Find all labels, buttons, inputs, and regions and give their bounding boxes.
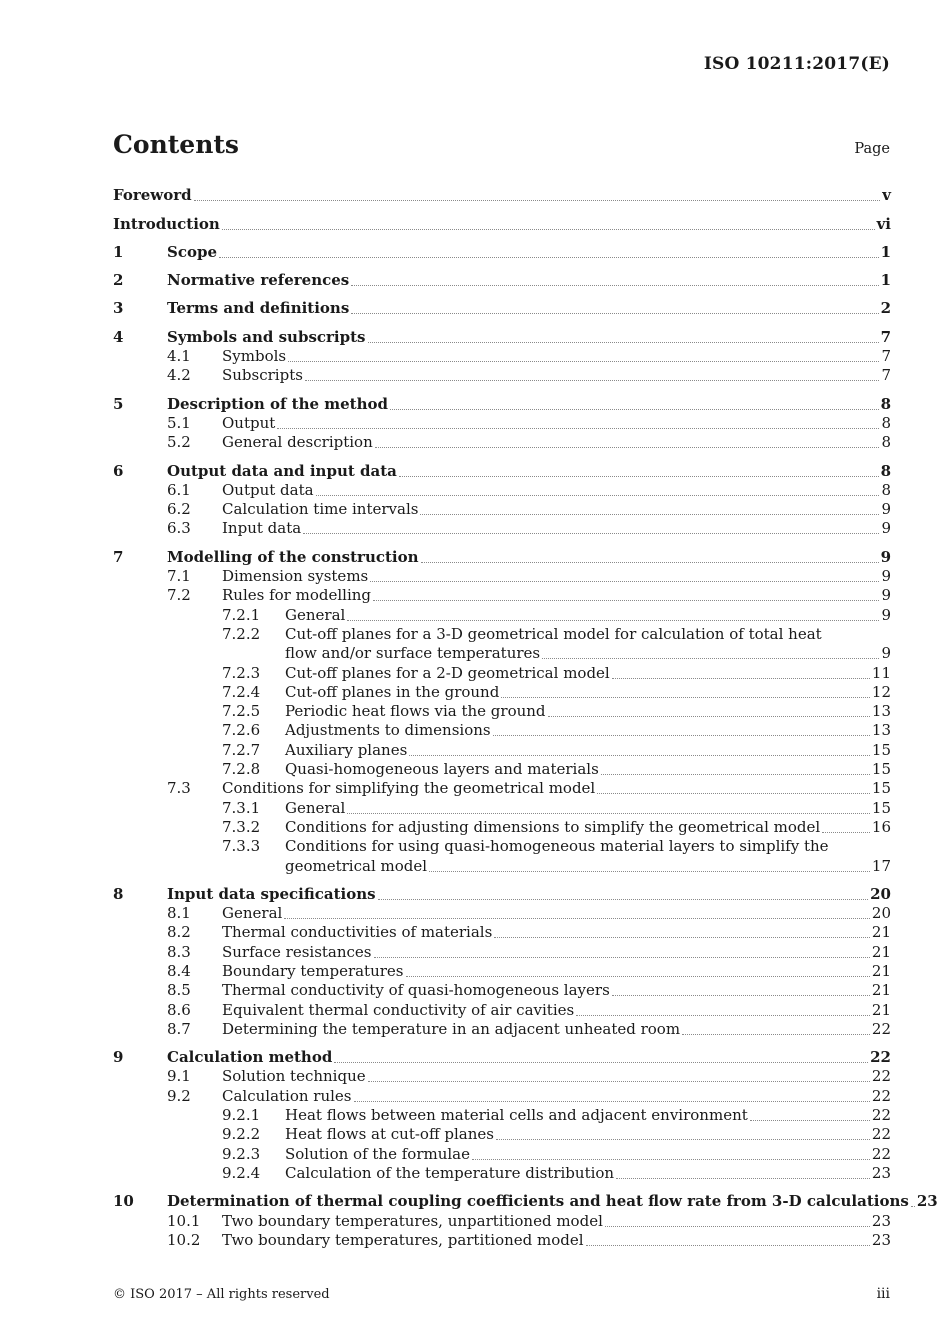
footer-page-number: iii [876,1286,890,1302]
toc-entry-number: 7.2.8 [222,760,261,779]
toc-entry-number: 8.3 [167,942,191,961]
toc-entry-number: 5 [113,394,124,413]
toc-entry[interactable] [113,1192,938,1211]
toc-entry-page: 21 [871,923,891,942]
toc-entry-number: 8.6 [167,1000,191,1019]
toc-entry[interactable] [113,605,891,624]
toc-entry[interactable] [113,779,891,798]
toc-entry-page: 8 [881,480,891,499]
toc-entry-number: 7.2.6 [222,721,261,740]
page-title: Contents [113,130,240,159]
toc-entry-number: 8.7 [167,1019,191,1038]
toc-entry-title: Output data [222,480,314,499]
toc-entry-number: 7.3.1 [222,798,261,817]
toc-entry-title: Symbols [222,347,287,366]
toc-entry-number: 7.2.1 [222,605,261,624]
toc-entry-number: 5.2 [167,433,191,452]
toc-entry[interactable] [113,663,891,682]
toc-entry-title: Thermal conductivity of quasi-homogeneous layers [222,981,610,1000]
toc-dot-leader [612,994,870,996]
toc-entry-title: General [285,605,346,624]
toc-entry[interactable] [113,414,891,433]
toc-entry-number: 9.2.2 [222,1125,261,1144]
toc-dot-leader [284,917,870,919]
toc-dot-leader [586,1244,870,1246]
toc-entry[interactable] [113,740,891,759]
toc-entry-page: 9 [881,586,891,605]
toc-entry-page: 22 [870,1048,891,1067]
toc-entry-page: 15 [871,798,891,817]
toc-dot-leader [334,1061,868,1063]
toc-dot-leader [351,284,878,286]
toc-dot-leader [368,1080,870,1082]
toc-entry-number: 8 [113,884,124,903]
toc-dot-leader [421,561,879,563]
toc-entry-number: 4 [113,327,124,346]
toc-entry-continuation[interactable] [113,856,891,875]
toc-entry-title: General description [222,433,373,452]
toc-dot-leader [420,513,879,515]
toc-entry[interactable] [113,186,891,205]
toc-dot-leader [303,532,879,534]
toc-entry[interactable] [113,1231,891,1250]
toc-entry-title: Description of the method [167,394,389,413]
toc-entry-page: 7 [881,347,891,366]
toc-dot-leader [601,773,870,775]
toc-entry-page: 1 [880,271,891,290]
toc-entry-number: 7.3.3 [222,837,261,856]
toc-dot-leader [347,812,870,814]
toc-entry-title: Surface resistances [222,942,372,961]
toc-dot-leader [305,379,880,381]
toc-entry-number: 7.2.4 [222,682,261,701]
toc-entry[interactable] [113,481,891,500]
toc-entry-page: 2 [880,299,891,318]
toc-entry[interactable] [113,547,891,566]
toc-entry-title: Normative references [167,271,350,290]
toc-entry-number: 4.2 [167,366,191,385]
toc-entry-title: Calculation time intervals [222,500,419,519]
toc-dot-leader [347,619,879,621]
toc-dot-leader [219,256,879,258]
toc-entry-page: 9 [880,547,891,566]
toc-dot-leader [911,1205,915,1207]
toc-entry[interactable] [113,214,891,233]
toc-entry-page: 9 [881,519,891,538]
toc-entry[interactable] [113,625,891,644]
toc-entry-number: 9.1 [167,1067,191,1086]
toc-dot-leader [373,599,879,601]
toc-entry-number: 7.3.2 [222,817,261,836]
toc-entry-title: Determination of thermal coupling coefficients and heat flow rate from 3-D calculations [167,1192,909,1211]
toc-entry-page: 13 [871,721,891,740]
toc-entry[interactable] [113,567,891,586]
toc-entry-title: Symbols and subscripts [167,327,366,346]
toc-entry-number: 9.2.3 [222,1144,261,1163]
toc-dot-leader [605,1225,870,1227]
toc-entry[interactable] [113,837,891,856]
toc-entry-title: Periodic heat flows via the ground [285,702,546,721]
contents-title-row [113,130,890,164]
toc-entry-page: 22 [871,1067,891,1086]
toc-entry-title: Terms and definitions [167,299,350,318]
toc-entry-number: 7.2 [167,586,191,605]
toc-entry-page: 21 [871,981,891,1000]
toc-entry[interactable] [113,1211,891,1230]
toc-entry[interactable] [113,461,891,480]
toc-entry-page: 15 [871,740,891,759]
toc-entry-page: 23 [916,1192,938,1211]
toc-dot-leader [378,898,869,900]
toc-entry[interactable] [113,1020,891,1039]
toc-dot-leader [597,792,870,794]
toc-entry-page: 16 [871,817,891,836]
toc-dot-leader [370,580,879,582]
toc-entry[interactable] [113,1067,891,1086]
toc-entry[interactable] [113,243,891,262]
toc-entry-number: 9.2 [167,1086,191,1105]
toc-entry-number: 6.2 [167,500,191,519]
toc-entry-page: 22 [871,1019,891,1038]
toc-entry-title: geometrical model [285,856,428,875]
toc-dot-leader [399,475,879,477]
toc-entry-number: 9 [113,1048,124,1067]
toc-dot-leader [548,715,870,717]
toc-entry[interactable] [113,798,891,817]
toc-entry[interactable] [113,683,891,702]
toc-dot-leader [494,936,870,938]
toc-entry-number: 10.2 [167,1230,201,1249]
toc-entry-page: 21 [871,1000,891,1019]
toc-entry[interactable] [113,1048,891,1067]
toc-entry-title: Subscripts [222,366,303,385]
toc-entry-title: Calculation method [167,1048,333,1067]
toc-dot-leader [354,1100,870,1102]
toc-entry-number: 7 [113,547,124,566]
toc-entry-number: 7.2.2 [222,624,261,643]
toc-entry-page: 23 [871,1230,891,1249]
toc-entry-number: 3 [113,299,124,318]
toc-entry-title: Cut-off planes for a 3-D geometrical model for calculation of total heat [285,624,822,643]
toc-entry-number: 6.3 [167,519,191,538]
toc-entry-title: Conditions for using quasi-homogeneous material layers to simplify the [285,837,829,856]
toc-entry[interactable] [113,1000,891,1019]
toc-entry-page: 8 [881,433,891,452]
toc-entry[interactable] [113,1086,891,1105]
toc-entry[interactable] [113,885,891,904]
toc-entry-title: Rules for modelling [222,586,372,605]
toc-entry-title: General [222,904,283,923]
toc-entry-title: Solution of the formulae [285,1144,470,1163]
toc-entry-title: Adjustments to dimensions [285,721,491,740]
toc-entry-page: 9 [881,567,891,586]
toc-entry-page: 11 [871,663,891,682]
toc-entry-title: Dimension systems [222,567,369,586]
toc-dot-leader [288,360,879,362]
toc-entry-page: 8 [880,461,891,480]
toc-entry-number: 7.3 [167,779,191,798]
toc-entry-title: Output data and input data [167,461,397,480]
toc-dot-leader [472,1158,870,1160]
toc-entry-page: 8 [881,413,891,432]
toc-entry-page: 9 [881,500,891,519]
toc-dot-leader [368,341,879,343]
toc-entry-number: 7.1 [167,567,191,586]
toc-entry-number: 5.1 [167,413,191,432]
toc-entry-number: 6.1 [167,480,191,499]
toc-dot-leader [374,956,870,958]
toc-entry-page: 22 [871,1086,891,1105]
toc-entry[interactable] [113,721,891,740]
toc-entry-number: 6 [113,461,124,480]
toc-entry-number: 8.2 [167,923,191,942]
toc-entry[interactable] [113,394,891,413]
toc-entry-number: 7.2.5 [222,702,261,721]
toc-entry-title: Heat flows at cut-off planes [285,1125,494,1144]
page-footer [113,1284,890,1302]
toc-entry-page: 12 [871,682,891,701]
toc-entry[interactable] [113,981,891,1000]
toc-entry[interactable] [113,942,891,961]
toc-dot-leader [542,657,879,659]
toc-dot-leader [222,228,875,230]
toc-entry-number: 7.2.3 [222,663,261,682]
toc-entry-page: 22 [871,1106,891,1125]
toc-entry[interactable] [113,519,891,538]
toc-dot-leader [750,1119,870,1121]
toc-entry-page: 9 [881,644,891,663]
toc-entry-title: Modelling of the construction [167,547,419,566]
toc-entry[interactable] [113,962,891,981]
toc-entry[interactable] [113,904,891,923]
toc-entry[interactable] [113,1164,891,1183]
toc-entry-number: 8.1 [167,904,191,923]
toc-entry[interactable] [113,1144,891,1163]
toc-entry-page: 15 [871,779,891,798]
toc-entry-title: Scope [167,242,218,261]
toc-entry-title: Foreword [113,186,192,205]
toc-entry-title: Determining the temperature in an adjacent unheated room [222,1019,681,1038]
toc-dot-leader [390,408,879,410]
toc-dot-leader [501,696,870,698]
toc-entry-title: Input data specifications [167,884,376,903]
toc-entry[interactable] [113,299,891,318]
toc-entry-page: vi [876,214,891,233]
toc-entry[interactable] [113,500,891,519]
toc-entry-title: Equivalent thermal conductivity of air cavities [222,1000,575,1019]
toc-entry-page: 8 [880,394,891,413]
toc-entry-title: Calculation rules [222,1086,352,1105]
toc-entry-page: 22 [871,1144,891,1163]
toc-entry-number: 8.5 [167,981,191,1000]
toc-entry-title: Two boundary temperatures, partitioned model [222,1230,584,1249]
toc-dot-leader [406,975,870,977]
toc-dot-leader [351,312,878,314]
toc-entry-page: 21 [871,942,891,961]
toc-dot-leader [576,1014,870,1016]
toc-entry-title: Calculation of the temperature distribution [285,1163,615,1182]
toc-entry-page: 20 [871,904,891,923]
toc-entry-page: 7 [881,366,891,385]
copyright-notice: © ISO 2017 – All rights reserved [113,1287,330,1302]
toc-entry[interactable] [113,327,891,346]
toc-entry-number: 9.2.4 [222,1163,261,1182]
toc-entry[interactable] [113,923,891,942]
toc-entry-title: Auxiliary planes [285,740,408,759]
toc-entry-number: 4.1 [167,347,191,366]
toc-entry[interactable] [113,366,891,385]
toc-entry-number: 1 [113,242,124,261]
toc-entry-page: 1 [880,242,891,261]
toc-entry-number: 10 [113,1192,134,1211]
toc-entry-title: Boundary temperatures [222,961,404,980]
toc-entry-title: Quasi-homogeneous layers and materials [285,760,599,779]
toc-dot-leader [316,494,880,496]
toc-entry-page: 7 [880,327,891,346]
page-column-label: Page [854,141,890,157]
toc-entry[interactable] [113,347,891,366]
toc-dot-leader [612,677,870,679]
toc-entry-title: Heat flows between material cells and adjacent environment [285,1106,748,1125]
toc-entry-title: Conditions for simplifying the geometrical model [222,779,596,798]
toc-entry-number: 10.1 [167,1211,201,1230]
toc-entry-title: Cut-off planes for a 2-D geometrical model [285,663,610,682]
toc-entry-page: v [882,186,891,205]
toc-entry-page: 23 [871,1163,891,1182]
toc-entry-title: Cut-off planes in the ground [285,682,500,701]
toc-entry[interactable] [113,818,891,837]
toc-entry-page: 9 [881,605,891,624]
toc-dot-leader [194,199,881,201]
table-of-contents [113,186,938,1250]
toc-entry-number: 8.4 [167,961,191,980]
toc-dot-leader [616,1177,870,1179]
toc-entry-page: 15 [871,760,891,779]
toc-entry-page: 13 [871,702,891,721]
toc-dot-leader [277,427,879,429]
toc-entry-title: Two boundary temperatures, unpartitioned model [222,1211,603,1230]
toc-entry-page: 22 [871,1125,891,1144]
toc-dot-leader [409,754,870,756]
toc-entry-title: Thermal conductivities of materials [222,923,493,942]
toc-dot-leader [682,1033,870,1035]
toc-entry-title: Input data [222,519,302,538]
toc-entry-number: 2 [113,271,124,290]
toc-dot-leader [822,831,870,833]
toc-entry-number: 9.2.1 [222,1106,261,1125]
toc-dot-leader [429,870,870,872]
toc-entry[interactable] [113,702,891,721]
toc-entry[interactable] [113,271,891,290]
toc-entry-title: flow and/or surface temperatures [285,644,541,663]
toc-dot-leader [496,1138,870,1140]
toc-entry-title: Conditions for adjusting dimensions to simplify the geometrical model [285,817,821,836]
toc-entry-continuation[interactable] [113,644,891,663]
toc-entry-number: 7.2.7 [222,740,261,759]
toc-entry-title: General [285,798,346,817]
toc-entry-title: Introduction [113,214,220,233]
toc-dot-leader [375,446,880,448]
document-code: ISO 10211:2017(E) [703,54,890,74]
toc-entry[interactable] [113,1106,891,1125]
toc-entry-title: Output [222,413,276,432]
toc-entry-page: 21 [871,961,891,980]
toc-entry[interactable] [113,433,891,452]
toc-entry[interactable] [113,586,891,605]
toc-entry-page: 20 [870,884,891,903]
toc-entry-page: 17 [871,856,891,875]
toc-entry-page: 23 [871,1211,891,1230]
toc-entry[interactable] [113,1125,891,1144]
toc-entry-title: Solution technique [222,1067,366,1086]
toc-dot-leader [493,734,870,736]
toc-entry[interactable] [113,760,891,779]
